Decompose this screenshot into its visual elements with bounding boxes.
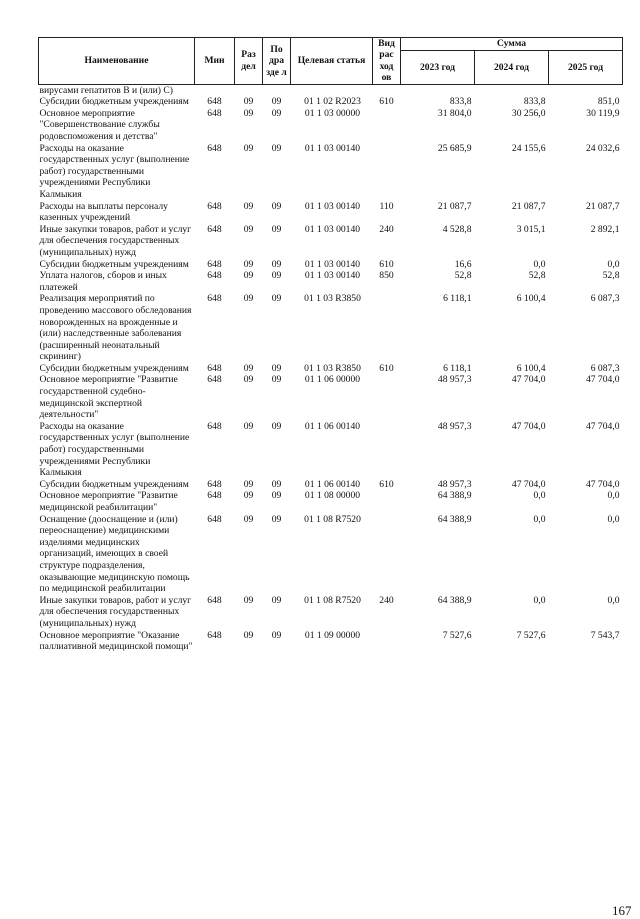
cell-razdel: 09 [243, 478, 254, 490]
cell-celevaya: 01 1 02 R2023 [304, 96, 361, 108]
cell-celevaya: 01 1 03 00140 [304, 200, 361, 212]
table-row [39, 514, 623, 595]
cell-razdel: 09 [243, 594, 254, 606]
cell-razdel: 09 [243, 513, 254, 525]
cell-min [195, 84, 235, 96]
cell-2024 [475, 84, 549, 96]
table-row [39, 421, 623, 479]
cell-2023: 6 118,1 [443, 362, 472, 374]
cell-vid [373, 514, 401, 595]
header-name: Наименование [39, 38, 195, 85]
cell-razdel: 09 [243, 362, 254, 374]
cell-podrazdel: 09 [271, 420, 282, 432]
cell-2025: 0,0 [607, 513, 620, 525]
cell-vid: 110 [379, 200, 394, 212]
cell-2025: 52,8 [602, 270, 620, 282]
cell-podrazdel: 09 [271, 270, 282, 282]
cell-2023: 52,8 [454, 270, 472, 282]
cell-2025: 47 704,0 [585, 420, 620, 432]
cell-2023 [401, 84, 475, 96]
cell-2024: 7 527,6 [516, 629, 546, 641]
cell-min: 648 [207, 513, 222, 525]
cell-podrazdel: 09 [271, 223, 282, 235]
cell-min: 648 [207, 200, 222, 212]
cell-2023: 7 527,6 [442, 629, 472, 641]
cell-vid: 610 [379, 258, 394, 270]
cell-2023: 64 388,9 [437, 490, 472, 502]
header-2025: 2025 год [549, 51, 623, 85]
cell-min: 648 [207, 223, 222, 235]
cell-name: Основное мероприятие "Совершенствование службы родовспоможения и детства" [39, 107, 160, 142]
cell-name: Основное мероприятие "Развитие государственной судебно-медицинской экспертной деятельности" [39, 374, 178, 421]
cell-2024: 24 155,6 [511, 142, 546, 154]
cell-razdel: 09 [243, 420, 254, 432]
cell-name: Иные закупки товаров, работ и услуг для обеспечения государственных (муниципальных) нужд [39, 223, 192, 258]
cell-2024: 6 100,4 [516, 293, 546, 305]
cell-vid [373, 293, 401, 363]
cell-razdel: 09 [243, 107, 254, 119]
cell-podrazdel: 09 [271, 478, 282, 490]
cell-celevaya: 01 1 03 00000 [304, 107, 361, 119]
cell-razdel: 09 [243, 270, 254, 282]
cell-2025: 7 543,7 [590, 629, 620, 641]
cell-razdel: 09 [243, 200, 254, 212]
cell-vid [373, 630, 401, 653]
table-row [39, 479, 623, 491]
cell-name: Реализация мероприятий по проведению массового обследования новорожденных на врожденные и (или) наследственные заболевания (расширенный неонатальный скрининг) [39, 293, 192, 363]
cell-2025: 0,0 [607, 490, 620, 502]
cell-min: 648 [207, 107, 222, 119]
cell-2025: 47 704,0 [585, 374, 620, 386]
cell-celevaya: 01 1 03 00140 [304, 142, 361, 154]
cell-2024: 0,0 [533, 258, 546, 270]
cell-razdel [235, 84, 263, 96]
cell-2023: 31 804,0 [437, 107, 472, 119]
cell-celevaya: 01 1 03 00140 [304, 223, 361, 235]
cell-2025 [549, 84, 623, 96]
table-row [39, 595, 623, 630]
cell-name: вирусами гепатитов В и (или) С) [39, 84, 173, 96]
cell-2024: 47 704,0 [511, 374, 546, 386]
cell-2023: 25 685,9 [437, 142, 472, 154]
cell-2025: 30 119,9 [586, 107, 620, 119]
cell-vid: 240 [379, 223, 394, 235]
cell-2025: 24 032,6 [585, 142, 620, 154]
table-row [39, 490, 623, 513]
cell-podrazdel: 09 [271, 594, 282, 606]
cell-vid [373, 490, 401, 513]
header-summa: Сумма [401, 38, 623, 51]
header-2023: 2023 год [401, 51, 475, 85]
cell-podrazdel: 09 [271, 513, 282, 525]
cell-min: 648 [207, 362, 222, 374]
cell-vid: 240 [379, 594, 394, 606]
header-razdel: Раз дел [235, 38, 263, 85]
cell-2024: 47 704,0 [511, 420, 546, 432]
cell-2023: 48 957,3 [437, 374, 472, 386]
cell-celevaya: 01 1 06 00140 [304, 478, 361, 490]
cell-razdel: 09 [243, 223, 254, 235]
cell-2023: 64 388,9 [437, 594, 472, 606]
table-row [39, 259, 623, 271]
table-header [39, 38, 623, 85]
cell-name: Субсидии бюджетным учреждениям [39, 362, 189, 374]
cell-celevaya: 01 1 08 R7520 [304, 513, 361, 525]
cell-2025: 6 087,3 [590, 362, 620, 374]
cell-podrazdel: 09 [271, 142, 282, 154]
cell-vid [373, 421, 401, 479]
page-number: 167 [612, 903, 632, 918]
cell-razdel: 09 [243, 490, 254, 502]
cell-2024: 30 256,0 [511, 107, 546, 119]
cell-2024: 52,8 [528, 270, 546, 282]
table-row [39, 84, 623, 96]
cell-2023: 4 528,8 [442, 223, 472, 235]
header-2024: 2024 год [475, 51, 549, 85]
cell-name: Расходы на выплаты персоналу казенных учреждений [39, 200, 168, 224]
cell-vid [373, 108, 401, 143]
cell-2024: 0,0 [533, 490, 546, 502]
cell-vid [373, 374, 401, 420]
table-row [39, 201, 623, 224]
cell-min: 648 [207, 374, 222, 386]
cell-razdel: 09 [243, 258, 254, 270]
cell-2025: 851,0 [597, 96, 620, 108]
cell-podrazdel: 09 [271, 490, 282, 502]
cell-celevaya: 01 1 03 R3850 [304, 293, 361, 305]
cell-min: 648 [207, 270, 222, 282]
cell-2025: 6 087,3 [590, 293, 620, 305]
cell-razdel: 09 [243, 293, 254, 305]
cell-2024: 6 100,4 [516, 362, 546, 374]
cell-2024: 0,0 [533, 513, 546, 525]
cell-2025: 0,0 [607, 258, 620, 270]
cell-vid [373, 143, 401, 201]
cell-name: Расходы на оказание государственных услуг (выполнение работ) государственными учреждениями Республики Калмыкия [39, 142, 190, 200]
table-row [39, 143, 623, 201]
header-min: Мин [195, 38, 235, 85]
cell-podrazdel: 09 [271, 374, 282, 386]
table-row [39, 374, 623, 420]
cell-2024: 21 087,7 [511, 200, 546, 212]
cell-podrazdel: 09 [271, 258, 282, 270]
cell-razdel: 09 [243, 142, 254, 154]
cell-podrazdel: 09 [271, 629, 282, 641]
cell-min: 648 [207, 490, 222, 502]
cell-2023: 16,6 [454, 258, 472, 270]
header-vid: Вид рас ход ов [373, 38, 401, 85]
budget-table [38, 37, 623, 653]
table-row [39, 224, 623, 259]
cell-2024: 47 704,0 [511, 478, 546, 490]
document-page [38, 37, 632, 918]
cell-celevaya: 01 1 09 00000 [304, 629, 361, 641]
cell-podrazdel: 09 [271, 362, 282, 374]
cell-name: Субсидии бюджетным учреждениям [39, 478, 189, 490]
cell-2024: 3 015,1 [516, 223, 546, 235]
table-row [39, 293, 623, 363]
cell-celevaya: 01 1 08 00000 [304, 490, 361, 502]
cell-2024: 833,8 [523, 96, 546, 108]
table-row [39, 363, 623, 375]
cell-vid: 610 [379, 96, 394, 108]
cell-vid: 610 [379, 362, 394, 374]
header-celevaya: Целевая статья [291, 38, 373, 85]
cell-2023: 21 087,7 [437, 200, 472, 212]
table-row [39, 270, 623, 293]
cell-name: Основное мероприятие "Развитие медицинской реабилитации" [39, 490, 178, 513]
cell-celevaya: 01 1 06 00000 [304, 374, 361, 386]
cell-podrazdel: 09 [271, 96, 282, 108]
cell-min: 648 [207, 96, 222, 108]
cell-razdel: 09 [243, 96, 254, 108]
cell-2024: 0,0 [533, 594, 546, 606]
cell-celevaya: 01 1 08 R7520 [304, 594, 361, 606]
cell-min: 648 [207, 629, 222, 641]
cell-name: Основное мероприятие "Оказание паллиативной медицинской помощи" [39, 629, 193, 653]
cell-celevaya [291, 84, 373, 96]
cell-podrazdel: 09 [271, 200, 282, 212]
cell-razdel: 09 [243, 374, 254, 386]
cell-2023: 48 957,3 [437, 420, 472, 432]
cell-podrazdel [263, 84, 291, 96]
cell-2023: 64 388,9 [437, 513, 472, 525]
cell-celevaya: 01 1 03 00140 [304, 258, 361, 270]
cell-2025: 21 087,7 [585, 200, 620, 212]
cell-name: Оснащение (дооснащение и (или) переоснащение) медицинскими изделиями медицинских организаций, имеющих в своей структуре подразделения, оказывающие медицинскую помощь по медицинской реабилитации [39, 513, 190, 595]
cell-celevaya: 01 1 06 00140 [304, 420, 361, 432]
cell-2025: 0,0 [607, 594, 620, 606]
cell-vid [373, 84, 401, 96]
header-podrazdel: По дра зде л [263, 38, 291, 85]
cell-2023: 48 957,3 [437, 478, 472, 490]
cell-min: 648 [207, 420, 222, 432]
cell-name: Расходы на оказание государственных услуг (выполнение работ) государственными учреждениями Республики Калмыкия [39, 420, 190, 479]
table-body [39, 84, 623, 653]
table-row [39, 630, 623, 653]
cell-vid: 610 [379, 478, 394, 490]
cell-min: 648 [207, 594, 222, 606]
cell-celevaya: 01 1 03 00140 [304, 270, 361, 282]
cell-min: 648 [207, 293, 222, 305]
cell-2023: 6 118,1 [443, 293, 472, 305]
cell-2023: 833,8 [449, 96, 472, 108]
cell-2025: 2 892,1 [590, 223, 620, 235]
cell-min: 648 [207, 478, 222, 490]
cell-min: 648 [207, 142, 222, 154]
cell-min: 648 [207, 258, 222, 270]
table-row [39, 108, 623, 143]
cell-name: Уплата налогов, сборов и иных платежей [39, 270, 167, 293]
cell-razdel: 09 [243, 629, 254, 641]
cell-name: Субсидии бюджетным учреждениям [39, 258, 189, 270]
cell-vid: 850 [379, 270, 394, 282]
cell-podrazdel: 09 [271, 293, 282, 305]
cell-2025: 47 704,0 [585, 478, 620, 490]
cell-celevaya: 01 1 03 R3850 [304, 362, 361, 374]
table-row [39, 96, 623, 108]
cell-name: Иные закупки товаров, работ и услуг для обеспечения государственных (муниципальных) нужд [39, 594, 192, 629]
cell-name: Субсидии бюджетным учреждениям [39, 96, 189, 108]
cell-podrazdel: 09 [271, 107, 282, 119]
